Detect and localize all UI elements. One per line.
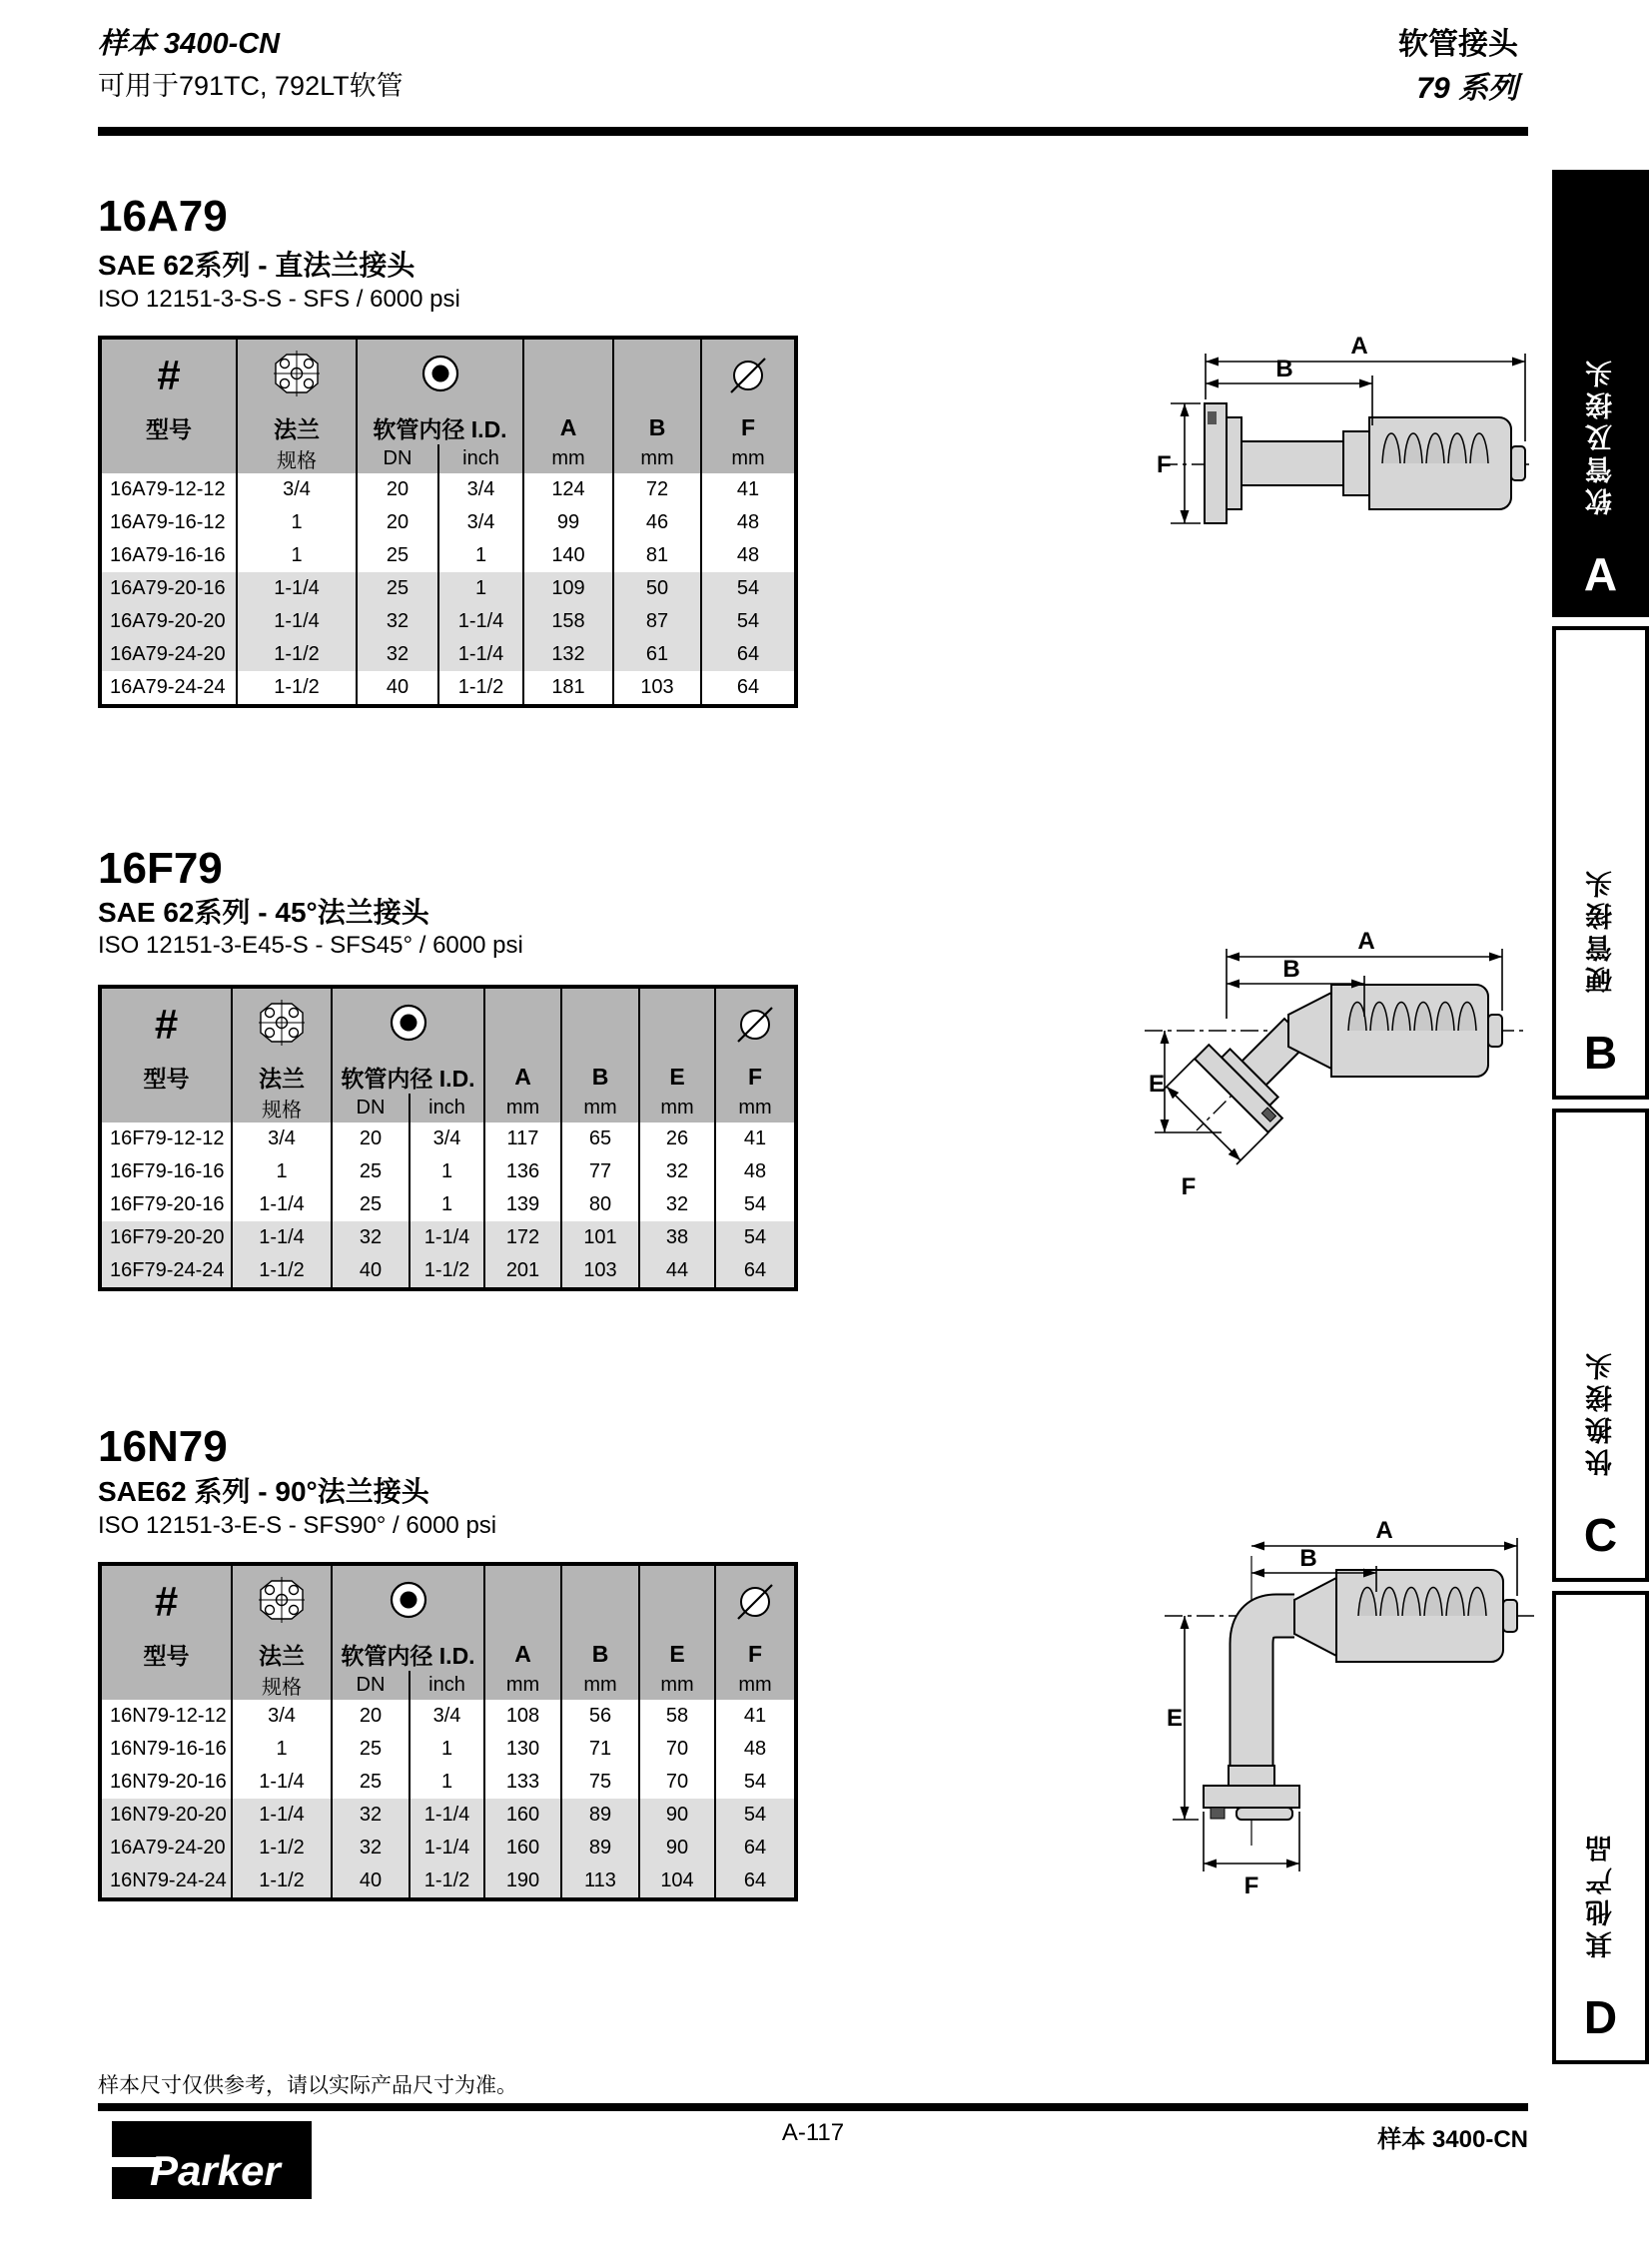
tab-label: 其他产品 [1586,1831,1616,1958]
col-hose-id: 软管内径 I.D. [357,411,523,444]
value-cell: 1-1/2 [410,1254,484,1289]
table-unit-row [100,1094,796,1122]
value-cell: 101 [561,1221,639,1254]
value-cell: 46 [613,506,701,539]
table-icon-row [100,1564,796,1638]
value-cell: 20 [332,1122,410,1155]
value-cell: 133 [484,1766,561,1799]
unit-mm: mm [523,444,613,473]
table-row [100,1766,796,1799]
part-number-cell: 16N79-20-16 [110,1771,227,1793]
value-cell: 32 [357,605,438,638]
diameter-icon [701,338,796,411]
value-cell: 1-1/2 [232,1865,332,1899]
unit-dn: DN [332,1671,410,1700]
value-cell: 99 [523,506,613,539]
model-spec-16n79: ISO 12151-3-E-S - SFS90° / 6000 psi [98,1512,497,1539]
value-cell: 20 [332,1700,410,1733]
value-cell: 48 [715,1155,796,1188]
tab-letter: C [1583,1509,1618,1561]
value-cell: 54 [715,1221,796,1254]
unit-mm: mm [484,1094,561,1122]
value-cell: 25 [332,1155,410,1188]
value-cell: 41 [715,1122,796,1155]
spec-table-16a79 [98,336,798,708]
series-name: 79 系列 [1416,71,1518,105]
hose-id-icon [332,1564,484,1638]
value-cell: 124 [523,473,613,506]
value-cell: 140 [523,539,613,572]
part-number-cell: 16N79-24-24 [100,1865,232,1899]
part-number-cell: 16A79-24-24 [110,676,226,698]
value-cell: 108 [484,1700,561,1733]
tab-letter: A [1583,548,1618,600]
value-cell: 40 [332,1254,410,1289]
part-number-cell: 16N79-20-20 [100,1799,232,1832]
dim-label-f: F [1243,1872,1259,1899]
value-cell: 64 [715,1254,796,1289]
unit-mm: mm [715,1671,796,1700]
dim-label-a: A [1350,333,1368,360]
value-cell: 90 [639,1832,715,1865]
table-unit-row [100,444,796,473]
header-rule [98,127,1528,136]
col-b: B [561,1061,639,1094]
table-row [100,1122,796,1155]
parker-logo-text: Parker [150,2147,281,2194]
part-number-cell: 16F79-20-20 [100,1221,232,1254]
table-row [100,1155,796,1188]
table-row [100,572,796,605]
value-cell: 32 [332,1832,410,1865]
part-number-cell: 16A79-20-16 [100,572,237,605]
unit-mm: mm [613,444,701,473]
unit-blank [100,1094,232,1122]
col-model: 型号 [100,1638,232,1671]
value-cell: 158 [523,605,613,638]
col-b: B [561,1638,639,1671]
value-cell: 181 [523,671,613,706]
value-cell: 81 [613,539,701,572]
part-number-cell: 16A79-12-12 [110,478,226,500]
header-spacer [561,1564,639,1638]
table-row [100,539,796,572]
value-cell: 201 [484,1254,561,1289]
value-cell: 1 [232,1733,332,1766]
flange-icon [237,338,357,411]
part-number-cell: 16N79-12-12 [110,1705,227,1727]
hose-id-icon [357,338,523,411]
drawing-16a79-straight [1145,314,1539,568]
model-subtitle-16f79: SAE 62系列 - 45°法兰接头 [98,897,429,928]
value-cell: 1 [438,539,523,572]
value-cell: 64 [701,638,796,671]
value-cell: 1-1/4 [237,605,357,638]
value-cell: 1-1/4 [232,1221,332,1254]
table-row [100,1254,796,1289]
sidebar-tab-hose-fittings [1552,170,1649,617]
value-cell: 1-1/4 [410,1799,484,1832]
oring-groove [1211,1808,1225,1819]
table-row [100,473,796,506]
unit-mm: mm [561,1094,639,1122]
unit-blank [100,1671,232,1700]
table-label-row [100,411,796,444]
model-spec-16a79: ISO 12151-3-S-S - SFS / 6000 psi [98,286,460,313]
value-cell: 48 [701,539,796,572]
col-flange: 法兰 [237,411,357,444]
value-cell: 32 [639,1155,715,1188]
value-cell: 20 [357,506,438,539]
part-number-cell: 16F79-16-16 [110,1160,225,1182]
value-cell: 54 [715,1799,796,1832]
value-cell: 40 [357,671,438,706]
value-cell: 1-1/2 [438,671,523,706]
value-cell: 20 [357,473,438,506]
value-cell: 26 [639,1122,715,1155]
footer-catalog-ref: 样本 3400-CN [1377,2126,1528,2153]
value-cell: 25 [357,572,438,605]
table-label-row [100,1061,796,1094]
unit-inch: inch [438,444,523,473]
value-cell: 3/4 [410,1700,484,1733]
dim-label-f: F [1181,1173,1197,1200]
drawing-16f79-45deg [1127,927,1536,1246]
table-row [100,1733,796,1766]
value-cell: 1-1/2 [232,1254,332,1289]
value-cell: 3/4 [438,473,523,506]
value-cell: 71 [561,1733,639,1766]
value-cell: 64 [715,1832,796,1865]
value-cell: 1-1/4 [232,1188,332,1221]
value-cell: 80 [561,1188,639,1221]
unit-mm: mm [701,444,796,473]
value-cell: 1 [438,572,523,605]
table-icon-row [100,338,796,411]
col-model: 型号 [100,411,237,444]
value-cell: 1 [410,1188,484,1221]
dim-label-a: A [1375,1517,1393,1544]
part-number-cell: 16A79-24-20 [100,638,237,671]
value-cell: 25 [332,1766,410,1799]
hash-icon: # [100,1564,232,1638]
value-cell: 139 [484,1188,561,1221]
value-cell: 1-1/2 [237,638,357,671]
part-number-cell: 16F79-24-24 [100,1254,232,1289]
dim-label-f: F [1157,451,1172,478]
value-cell: 54 [701,605,796,638]
diameter-icon [715,1564,796,1638]
page-number: A-117 [781,2119,845,2146]
part-number-cell: 16F79-20-16 [110,1193,225,1215]
model-subtitle-16n79: SAE62 系列 - 90°法兰接头 [98,1476,429,1507]
col-flange: 法兰 [232,1061,332,1094]
col-f: F [715,1638,796,1671]
unit-mm: mm [639,1671,715,1700]
value-cell: 1-1/4 [438,638,523,671]
col-a: A [523,411,613,444]
value-cell: 1-1/4 [237,572,357,605]
value-cell: 50 [613,572,701,605]
unit-mm: mm [561,1671,639,1700]
diameter-icon [715,987,796,1061]
header-spacer [484,987,561,1061]
header-spacer [613,338,701,411]
unit-mm: mm [715,1094,796,1122]
value-cell: 89 [561,1799,639,1832]
header-spacer [523,338,613,411]
value-cell: 1-1/4 [410,1832,484,1865]
spec-table-16f79 [98,985,798,1291]
dim-label-b: B [1282,956,1300,983]
col-e: E [639,1638,715,1671]
unit-inch: inch [410,1094,484,1122]
sidebar-tab-quick-couplings [1552,1109,1649,1582]
value-cell: 32 [639,1188,715,1221]
catalog-title: 样本 3400-CN [98,28,281,60]
value-cell: 32 [357,638,438,671]
footer-note: 样本尺寸仅供参考，请以实际产品尺寸为准。 [98,2074,517,2097]
flange-icon [232,1564,332,1638]
value-cell: 132 [523,638,613,671]
header-right [999,26,1518,107]
value-cell: 1-1/4 [232,1799,332,1832]
table-row [100,1865,796,1899]
unit-mm: mm [484,1671,561,1700]
col-b: B [613,411,701,444]
col-f: F [715,1061,796,1094]
drawing-16n79-90deg [1137,1516,1541,1905]
value-cell: 113 [561,1865,639,1899]
col-e: E [639,1061,715,1094]
col-a: A [484,1061,561,1094]
value-cell: 1-1/4 [410,1221,484,1254]
value-cell: 117 [484,1122,561,1155]
unit-size: 规格 [232,1094,332,1122]
value-cell: 3/4 [237,473,357,506]
value-cell: 54 [715,1188,796,1221]
header-spacer [484,1564,561,1638]
table-row [100,506,796,539]
dim-label-b: B [1299,1545,1317,1572]
value-cell: 1 [410,1766,484,1799]
part-number-cell: 16F79-12-12 [110,1127,225,1149]
header-spacer [639,1564,715,1638]
part-number-cell: 16A79-16-16 [110,544,226,566]
value-cell: 104 [639,1865,715,1899]
unit-mm: mm [639,1094,715,1122]
hash-icon: # [100,338,237,411]
unit-inch: inch [410,1671,484,1700]
table-row [100,605,796,638]
part-number-cell: 16N79-16-16 [110,1738,227,1760]
table-row [100,1188,796,1221]
value-cell: 38 [639,1221,715,1254]
value-cell: 90 [639,1799,715,1832]
value-cell: 58 [639,1700,715,1733]
dim-label-b: B [1275,356,1293,382]
hash-icon: # [100,987,232,1061]
value-cell: 3/4 [232,1122,332,1155]
col-f: F [701,411,796,444]
header-spacer [639,987,715,1061]
part-number-cell: 16A79-24-20 [100,1832,232,1865]
value-cell: 160 [484,1832,561,1865]
unit-blank [100,444,237,473]
model-spec-16f79: ISO 12151-3-E45-S - SFS45° / 6000 psi [98,932,523,959]
table-row [100,1221,796,1254]
footer-rule [98,2103,1528,2111]
value-cell: 3/4 [438,506,523,539]
dim-label-a: A [1357,928,1375,955]
col-hose-id: 软管内径 I.D. [332,1061,484,1094]
value-cell: 25 [332,1188,410,1221]
value-cell: 25 [357,539,438,572]
value-cell: 3/4 [232,1700,332,1733]
model-subtitle-16a79: SAE 62系列 - 直法兰接头 [98,250,415,281]
value-cell: 77 [561,1155,639,1188]
dim-label-e: E [1149,1071,1166,1098]
table-unit-row [100,1671,796,1700]
col-hose-id: 软管内径 I.D. [332,1638,484,1671]
hose-id-icon [332,987,484,1061]
model-title-16n79: 16N79 [98,1422,228,1471]
value-cell: 48 [715,1733,796,1766]
value-cell: 1-1/2 [237,671,357,706]
table-row [100,1832,796,1865]
value-cell: 1 [410,1155,484,1188]
value-cell: 41 [701,473,796,506]
value-cell: 44 [639,1254,715,1289]
table-row [100,1700,796,1733]
value-cell: 103 [561,1254,639,1289]
value-cell: 41 [715,1700,796,1733]
value-cell: 1-1/4 [438,605,523,638]
tab-letter: D [1583,1991,1618,2043]
tab-label: 硬管接头 [1586,866,1616,994]
value-cell: 190 [484,1865,561,1899]
tab-letter: B [1583,1027,1618,1079]
parker-logo [112,2121,312,2204]
value-cell: 1 [237,539,357,572]
hose-compatibility: 可用于791TC, 792LT软管 [98,71,404,102]
part-number-cell: 16A79-16-12 [110,511,226,533]
value-cell: 1-1/2 [410,1865,484,1899]
oring-groove [1208,411,1217,424]
unit-size: 规格 [232,1671,332,1700]
table-row [100,638,796,671]
value-cell: 25 [332,1733,410,1766]
value-cell: 40 [332,1865,410,1899]
sidebar-tab-tube-fittings [1552,626,1649,1100]
value-cell: 1 [232,1155,332,1188]
value-cell: 54 [715,1766,796,1799]
table-row [100,671,796,706]
value-cell: 64 [701,671,796,706]
table-label-row [100,1638,796,1671]
spec-table-16n79 [98,1562,798,1901]
value-cell: 65 [561,1122,639,1155]
value-cell: 32 [332,1799,410,1832]
value-cell: 130 [484,1733,561,1766]
col-flange: 法兰 [232,1638,332,1671]
value-cell: 109 [523,572,613,605]
value-cell: 32 [332,1221,410,1254]
value-cell: 1 [237,506,357,539]
value-cell: 54 [701,572,796,605]
tab-label: 快换接头 [1586,1348,1616,1476]
value-cell: 61 [613,638,701,671]
header-left [98,26,404,104]
value-cell: 103 [613,671,701,706]
table-icon-row [100,987,796,1061]
value-cell: 72 [613,473,701,506]
table-row [100,1799,796,1832]
sidebar-tab-other-products [1552,1591,1649,2064]
model-title-16a79: 16A79 [98,192,228,241]
unit-dn: DN [332,1094,410,1122]
unit-dn: DN [357,444,438,473]
value-cell: 160 [484,1799,561,1832]
header-spacer [561,987,639,1061]
value-cell: 70 [639,1766,715,1799]
col-model: 型号 [100,1061,232,1094]
value-cell: 70 [639,1733,715,1766]
dim-label-e: E [1167,1705,1184,1732]
tab-label: 软管及接头 [1586,356,1616,515]
model-title-16f79: 16F79 [98,844,223,893]
col-a: A [484,1638,561,1671]
value-cell: 87 [613,605,701,638]
value-cell: 48 [701,506,796,539]
value-cell: 1-1/4 [232,1766,332,1799]
unit-size: 规格 [237,444,357,473]
value-cell: 56 [561,1700,639,1733]
value-cell: 89 [561,1832,639,1865]
value-cell: 172 [484,1221,561,1254]
value-cell: 64 [715,1865,796,1899]
value-cell: 1-1/2 [232,1832,332,1865]
value-cell: 1 [410,1733,484,1766]
value-cell: 136 [484,1155,561,1188]
part-number-cell: 16A79-20-20 [100,605,237,638]
value-cell: 3/4 [410,1122,484,1155]
value-cell: 75 [561,1766,639,1799]
section-name: 软管接头 [1398,28,1518,61]
flange-icon [232,987,332,1061]
